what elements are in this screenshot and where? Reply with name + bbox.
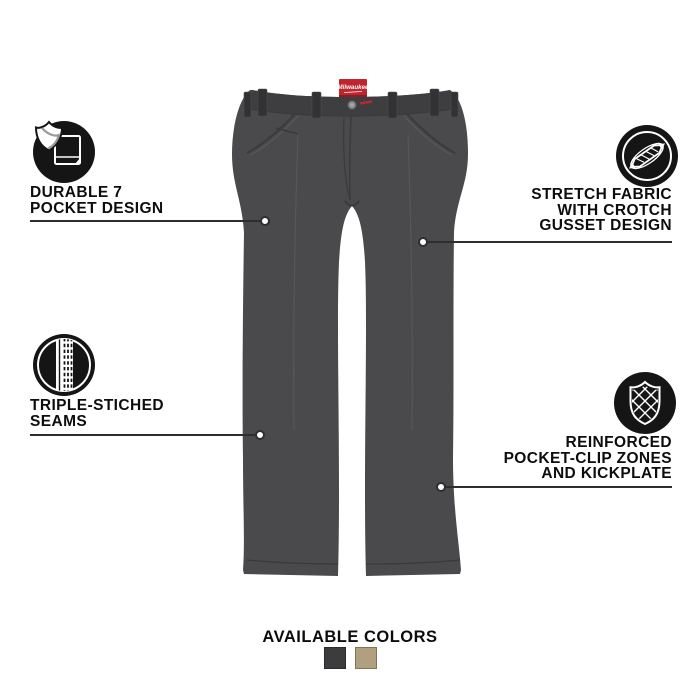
leader-dot-durable-pockets: [260, 216, 270, 226]
leader-line-triple-stitched: [30, 434, 256, 436]
stretch-fabric-icon: [614, 123, 680, 189]
callout-line: STRETCH FABRIC: [531, 186, 672, 203]
callout-line: AND KICKPLATE: [541, 465, 672, 482]
callout-line: GUSSET DESIGN: [539, 217, 672, 234]
brand-label: [338, 79, 370, 100]
callout-line: TRIPLE-STICHED: [30, 397, 164, 414]
reinforced-shield-icon: [612, 370, 678, 436]
leader-line-durable-pockets: [30, 220, 261, 222]
swatch-khaki[interactable]: [355, 647, 377, 669]
callout-line: WITH CROTCH: [557, 201, 672, 219]
callout-line: SEAMS: [30, 412, 88, 430]
callout-triple-stitched: [30, 398, 164, 429]
leader-dot-reinforced-zones: [436, 482, 446, 492]
leader-line-reinforced-zones: [445, 486, 672, 488]
leader-dot-triple-stitched: [255, 430, 265, 440]
callout-durable-pockets: [30, 185, 164, 216]
callout-line: POCKET-CLIP ZONES: [503, 449, 672, 467]
leader-line-stretch-fabric: [427, 241, 672, 243]
swatch-dark-gray[interactable]: [324, 647, 346, 669]
callout-line: REINFORCED: [565, 434, 672, 451]
callout-stretch-fabric: [531, 187, 672, 234]
triple-stitch-icon: [31, 332, 97, 398]
leader-dot-stretch-fabric: [418, 237, 428, 247]
svg-text:Milwaukee: Milwaukee: [337, 84, 369, 91]
color-swatch-row: [0, 647, 700, 669]
pocket-shield-icon: [31, 119, 97, 185]
callout-line: POCKET DESIGN: [30, 199, 164, 217]
available-colors-title: AVAILABLE COLORS: [262, 628, 438, 646]
callout-line: DURABLE 7: [30, 184, 123, 201]
callout-reinforced-zones: [504, 435, 672, 482]
